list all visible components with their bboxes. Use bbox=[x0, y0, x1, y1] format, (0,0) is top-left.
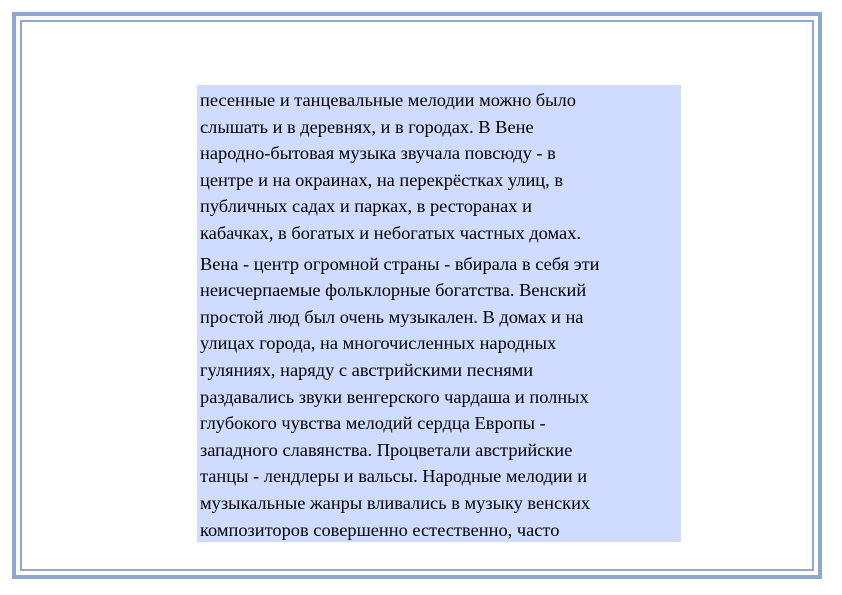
text-line: улицах города, на многочисленных народных bbox=[200, 333, 557, 354]
text-line: народно-бытовая музыка звучала повсюду - в bbox=[200, 143, 556, 164]
text-line: Вена - центр огромной страны - вбирала в себя эти bbox=[200, 253, 600, 274]
text-line: западного славянства. Процветали австрийские bbox=[200, 439, 573, 460]
paragraph-1 bbox=[200, 87, 681, 247]
text-line: танцы - лендлеры и вальсы. Народные мелодии и bbox=[200, 466, 588, 487]
text-line: глубокого чувства мелодий сердца Европы - bbox=[200, 413, 546, 434]
text-line: раздавались звуки венгерского чардаша и полных bbox=[200, 386, 589, 407]
text-box bbox=[197, 85, 681, 542]
text-line: кабачках, в богатых и небогатых частных домах. bbox=[200, 222, 581, 243]
text-line: простой люд был очень музыкален. В домах и на bbox=[200, 306, 584, 327]
text-line: неисчерпаемые фольклорные богатства. Венский bbox=[200, 280, 587, 301]
text-line: слышать и в деревнях, и в городах. В Вене bbox=[200, 116, 534, 137]
text-line: песенные и танцевальные мелодии можно было bbox=[200, 90, 576, 110]
text-line: музыкальные жанры вливались в музыку венских bbox=[200, 492, 591, 513]
paragraph-2 bbox=[200, 251, 681, 542]
text-line: гуляниях, наряду с австрийскими песнями bbox=[200, 359, 534, 380]
text-line: композиторов совершенно естественно, часто bbox=[200, 519, 560, 540]
text-line: центре и на окраинах, на перекрёстках улиц, в bbox=[200, 169, 564, 190]
text-line: публичных садах и парках, в ресторанах и bbox=[200, 196, 532, 217]
